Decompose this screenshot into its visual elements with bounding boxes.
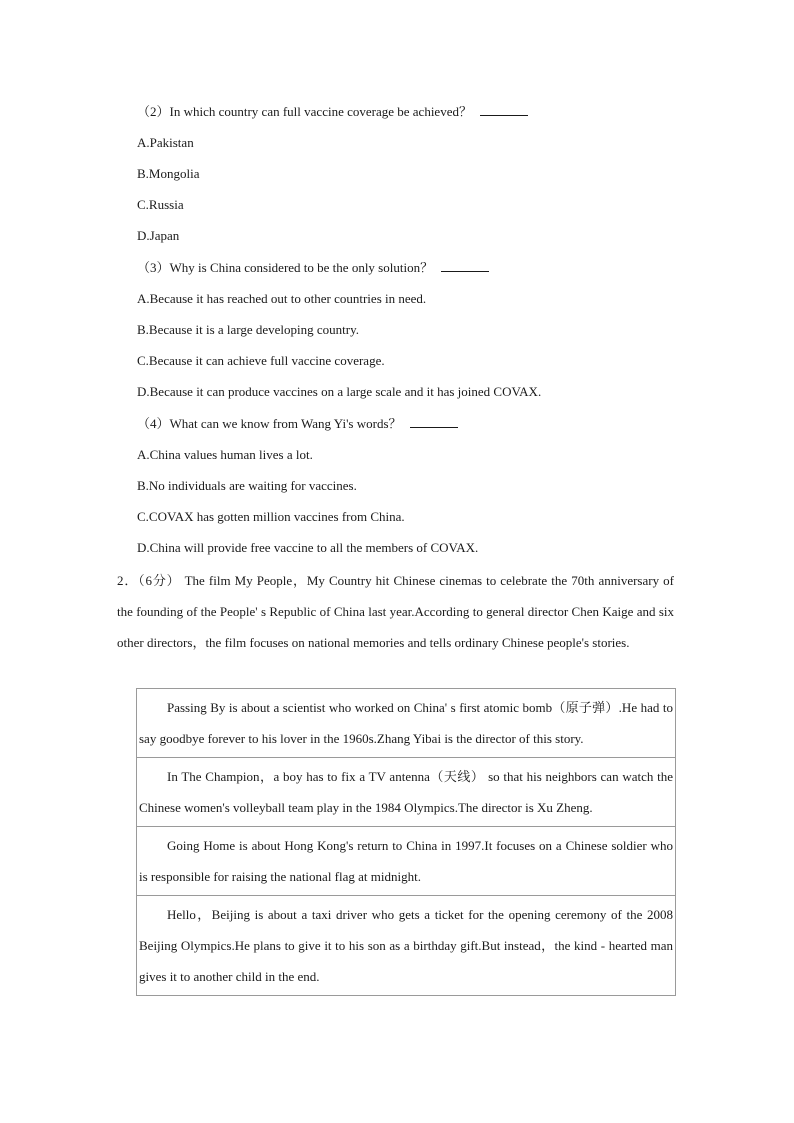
story-cell <box>137 896 676 996</box>
option-b: B.Mongolia <box>137 166 200 181</box>
story-text: Going Home is about Hong Kong's return to China in 1997.It focuses on a Chinese soldier who is responsible for raising the national flag at midnight. <box>139 838 673 884</box>
answer-blank[interactable] <box>480 104 528 116</box>
story-cell <box>137 758 676 827</box>
story-text: Hello，Beijing is about a taxi driver who gets a ticket for the opening ceremony of the 2008 Beijing Olympics.He plans to give it to his son as a birthday gift.But instead，the kind - hearted man gives it to another child in the end. <box>139 907 673 984</box>
sub-question-3-text: （3）Why is China considered to be the only solution？ <box>137 260 434 275</box>
story-cell <box>137 689 676 758</box>
table-row <box>137 758 676 827</box>
option-b: B.Because it is a large developing country. <box>137 322 360 337</box>
sub-question-4 <box>137 416 458 432</box>
answer-blank[interactable] <box>410 416 458 428</box>
table-row <box>137 689 676 758</box>
option-b: B.No individuals are waiting for vaccines. <box>137 478 357 493</box>
option-c: C.Russia <box>137 197 184 212</box>
question-2-intro <box>117 565 674 658</box>
option-c: C.Because it can achieve full vaccine coverage. <box>137 353 385 368</box>
sub-question-2 <box>137 104 528 120</box>
option-a: A.Because it has reached out to other countries in need. <box>137 291 427 306</box>
table-row <box>137 896 676 996</box>
answer-blank[interactable] <box>441 260 489 272</box>
sub-question-2-text: （2）In which country can full vaccine coverage be achieved？ <box>137 104 472 119</box>
table-row <box>137 827 676 896</box>
sub-question-4-text: （4）What can we know from Wang Yi's words？ <box>137 416 402 431</box>
option-d: D.Because it can produce vaccines on a large scale and it has joined COVAX. <box>137 384 542 399</box>
option-a: A.Pakistan <box>137 135 194 150</box>
option-d: D.China will provide free vaccine to all the members of COVAX. <box>137 540 479 555</box>
story-text: In The Champion，a boy has to fix a TV antenna（天线） so that his neighbors can watch the Chinese women's volleyball team play in the 1984 Olympics.The director is Xu Zheng. <box>139 769 673 815</box>
option-c: C.COVAX has gotten million vaccines from China. <box>137 509 405 524</box>
story-cell <box>137 827 676 896</box>
question-2-text: The film My People，My Country hit Chinese cinemas to celebrate the 70th anniversary of the founding of the People' s Republic of China last year.According to general director Chen Kaige and six other directors，the film focuses on national memories and tells ordinary Chinese people's stories. <box>117 573 674 650</box>
option-d: D.Japan <box>137 228 180 243</box>
option-a: A.China values human lives a lot. <box>137 447 313 462</box>
story-text: Passing By is about a scientist who worked on China' s first atomic bomb（原子弹）.He had to say goodbye forever to his lover in the 1960s.Zhang Yibai is the director of this story. <box>139 700 673 746</box>
sub-question-3 <box>137 260 489 276</box>
question-number: 2．（6分） <box>117 573 181 588</box>
stories-table <box>136 688 676 996</box>
